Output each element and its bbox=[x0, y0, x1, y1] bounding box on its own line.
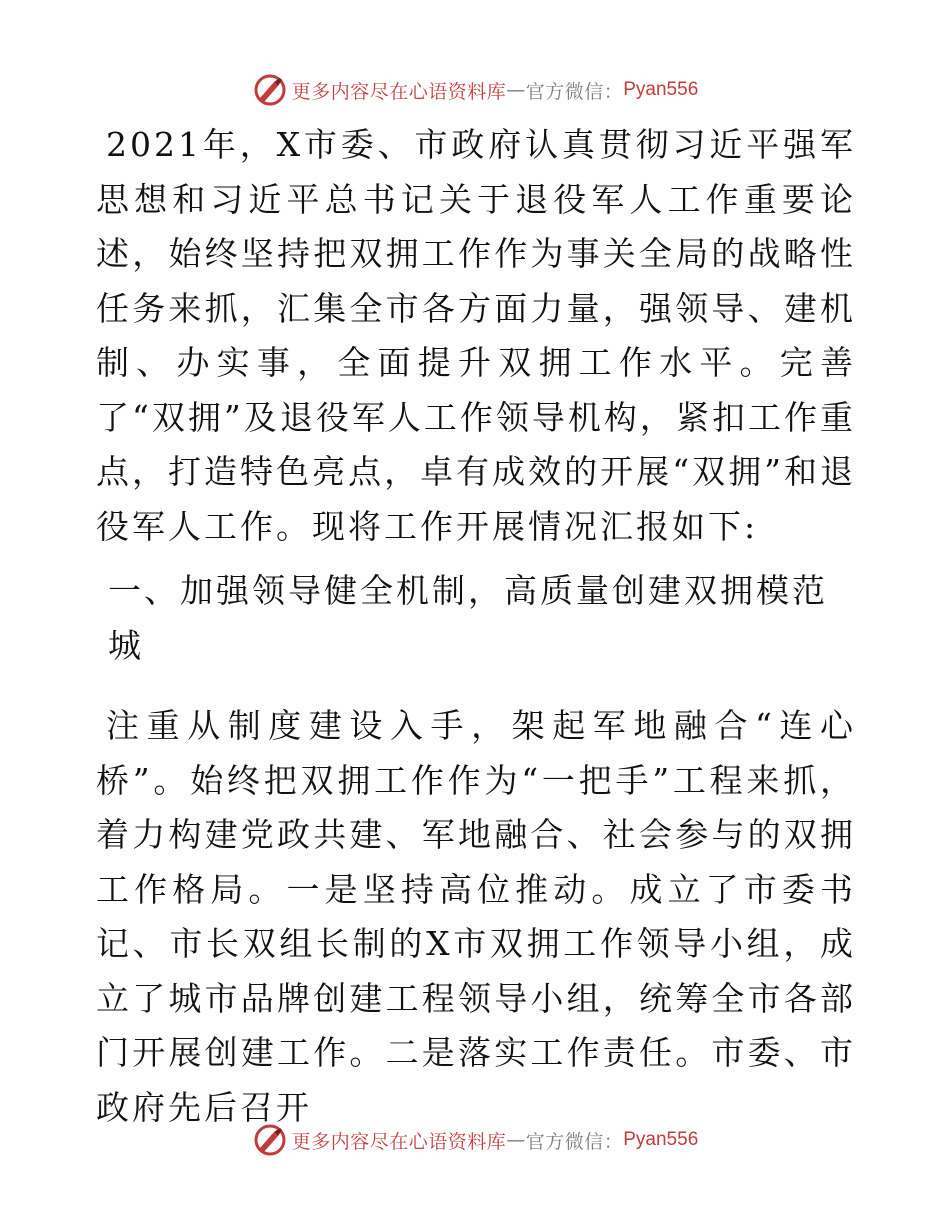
watermark-wechat-label: 官方微信： bbox=[525, 80, 624, 103]
watermark-separator: — bbox=[506, 1129, 526, 1151]
pen-logo-icon bbox=[252, 1122, 288, 1158]
intro-paragraph: 2021年，X市委、市政府认真贯彻习近平强军思想和习近平总书记关于退役军人工作重要论述，始终坚持把双拥工作作为事关全局的战略性任务来抓，汇集全市各方面力量，强领导、建机制、办实事，全面提升双拥工作水平。完善了“双拥”及退役军人工作领导机构，紧扣工作重点，打造特色亮点，卓有成效的开展“双拥”和退役军人工作。现将工作开展情况汇报如下: bbox=[96, 125, 856, 546]
footer-watermark bbox=[0, 1120, 950, 1160]
watermark-wechat-id: Pyan556 bbox=[623, 1129, 699, 1150]
watermark-wechat-label: 官方微信： bbox=[525, 1130, 624, 1153]
section-paragraph: 注重从制度建设入手，架起军地融合“连心桥”。始终把双拥工作作为“一把手”工程来抓，着力构建党政共建、军地融合、社会参与的双拥工作格局。一是坚持高位推动。成立了市委书记、市长双组长制的X市双拥工作领导小组，成立了城市品牌创建工程领导小组，统筹全市各部门开展创建工作。二是落实工作责任。市委、市政府先后召开 bbox=[96, 706, 856, 1127]
watermark-wechat-id: Pyan556 bbox=[623, 79, 699, 100]
watermark-separator: — bbox=[506, 79, 526, 101]
pen-logo-icon bbox=[252, 72, 288, 108]
section-heading: 一、加强领导健全机制，高质量创建双拥模范城 bbox=[108, 571, 828, 665]
document-body bbox=[96, 118, 856, 1135]
header-watermark bbox=[0, 70, 950, 110]
watermark-brand-text: 更多内容尽在心语资料库 bbox=[291, 80, 507, 103]
watermark-brand-text: 更多内容尽在心语资料库 bbox=[291, 1130, 507, 1153]
